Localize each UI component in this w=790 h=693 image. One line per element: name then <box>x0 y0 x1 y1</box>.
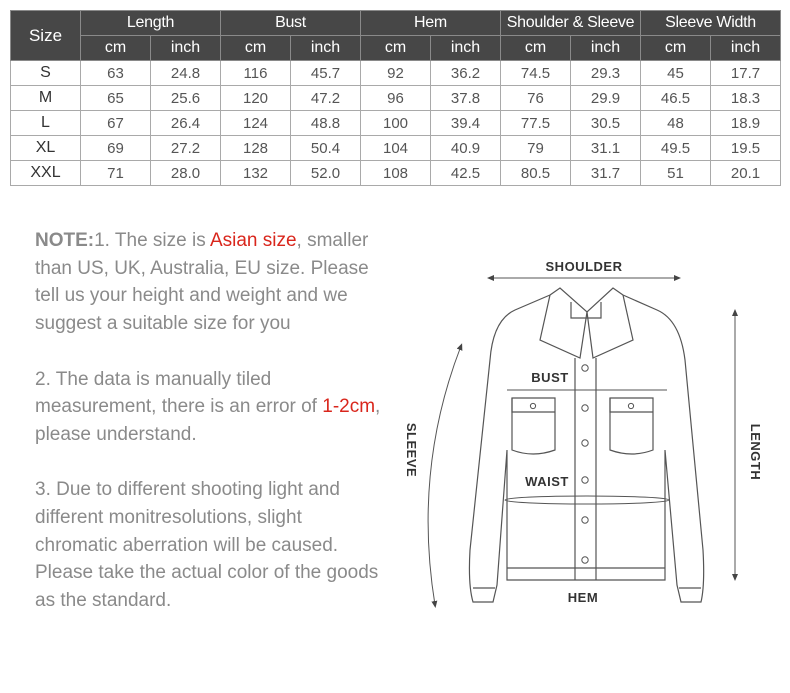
note-2-text-b: , please understand. <box>35 396 381 445</box>
table-cell: 77.5 <box>501 111 571 136</box>
table-cell: 29.9 <box>571 86 641 111</box>
table-cell: 124 <box>221 111 291 136</box>
table-cell: 31.7 <box>571 161 641 186</box>
table-cell: 39.4 <box>431 111 501 136</box>
size-label: M <box>11 86 81 111</box>
table-cell: 51 <box>641 161 711 186</box>
note-2-text-a: 2. The data is manually tiled measurement, there is an error of <box>35 368 323 418</box>
sleeve-label: SLEEVE <box>404 422 419 478</box>
table-cell: 74.5 <box>501 61 571 86</box>
hem-label: HEM <box>567 590 599 605</box>
table-cell: 69 <box>81 136 151 161</box>
table-row <box>11 111 781 136</box>
bust-header: Bust <box>221 11 361 36</box>
table-cell: 27.2 <box>151 136 221 161</box>
note-1 <box>35 227 385 338</box>
table-cell: 47.2 <box>291 86 361 111</box>
table-cell: 96 <box>361 86 431 111</box>
hem-header: Hem <box>361 11 501 36</box>
table-cell: 25.6 <box>151 86 221 111</box>
table-cell: 31.1 <box>571 136 641 161</box>
table-cell: 18.9 <box>711 111 781 136</box>
unit-header: inch <box>291 36 361 61</box>
note-1-text-a: 1. The size is <box>94 230 210 251</box>
table-cell: 80.5 <box>501 161 571 186</box>
table-cell: 108 <box>361 161 431 186</box>
table-cell: 63 <box>81 61 151 86</box>
button-icons <box>530 365 633 563</box>
table-cell: 26.4 <box>151 111 221 136</box>
table-cell: 92 <box>361 61 431 86</box>
unit-header: inch <box>431 36 501 61</box>
shoulder-sleeve-header: Shoulder & Sleeve <box>501 11 641 36</box>
size-chart-table <box>10 10 781 186</box>
table-cell: 42.5 <box>431 161 501 186</box>
note-1-text-b: , smaller than US, UK, Australia, EU size. Please tell us your height and weight and we suggest a suitable size for you <box>35 230 369 335</box>
table-cell: 49.5 <box>641 136 711 161</box>
table-row <box>11 136 781 161</box>
table-cell: 71 <box>81 161 151 186</box>
table-cell: 36.2 <box>431 61 501 86</box>
table-row <box>11 161 781 186</box>
table-cell: 50.4 <box>291 136 361 161</box>
table-cell: 67 <box>81 111 151 136</box>
table-cell: 45 <box>641 61 711 86</box>
table-cell: 45.7 <box>291 61 361 86</box>
table-cell: 40.9 <box>431 136 501 161</box>
length-header: Length <box>81 11 221 36</box>
table-cell: 48 <box>641 111 711 136</box>
table-cell: 28.0 <box>151 161 221 186</box>
bust-label: BUST <box>531 370 569 385</box>
table-cell: 52.0 <box>291 161 361 186</box>
table-cell: 128 <box>221 136 291 161</box>
table-cell: 104 <box>361 136 431 161</box>
unit-header: cm <box>221 36 291 61</box>
table-cell: 37.8 <box>431 86 501 111</box>
table-cell: 19.5 <box>711 136 781 161</box>
size-label: XXL <box>11 161 81 186</box>
shoulder-label: SHOULDER <box>545 259 623 274</box>
jacket-measurement-diagram <box>395 250 785 620</box>
table-cell: 29.3 <box>571 61 641 86</box>
table-cell: 116 <box>221 61 291 86</box>
measurement-lines <box>428 278 735 605</box>
note-3 <box>35 476 385 615</box>
unit-header: inch <box>151 36 221 61</box>
note-2-highlight: 1-2cm <box>322 396 376 418</box>
length-label: LENGTH <box>748 423 763 481</box>
size-label: L <box>11 111 81 136</box>
table-cell: 120 <box>221 86 291 111</box>
table-cell: 132 <box>221 161 291 186</box>
table-cell: 48.8 <box>291 111 361 136</box>
table-cell: 20.1 <box>711 161 781 186</box>
table-cell: 18.3 <box>711 86 781 111</box>
table-cell: 100 <box>361 111 431 136</box>
unit-header: cm <box>501 36 571 61</box>
table-row <box>11 86 781 111</box>
unit-header: inch <box>571 36 641 61</box>
size-label: S <box>11 61 81 86</box>
unit-header: cm <box>361 36 431 61</box>
table-cell: 76 <box>501 86 571 111</box>
table-cell: 24.8 <box>151 61 221 86</box>
table-row <box>11 61 781 86</box>
sleeve-width-header: Sleeve Width <box>641 11 781 36</box>
table-cell: 65 <box>81 86 151 111</box>
waist-label: WAIST <box>525 474 569 489</box>
note-prefix: NOTE: <box>35 230 95 251</box>
table-cell: 17.7 <box>711 61 781 86</box>
unit-header: cm <box>81 36 151 61</box>
table-cell: 79 <box>501 136 571 161</box>
table-cell: 46.5 <box>641 86 711 111</box>
note-2 <box>35 366 385 449</box>
notes-block <box>35 227 385 643</box>
table-cell: 30.5 <box>571 111 641 136</box>
size-label: XL <box>11 136 81 161</box>
note-3-text: 3. Due to different shooting light and different monitresolutions, slight chromatic aberration will be caused. Please take the actual color of the goods as the standard. <box>35 479 379 612</box>
size-column-header: Size <box>11 11 81 61</box>
unit-header: cm <box>641 36 711 61</box>
unit-header: inch <box>711 36 781 61</box>
note-1-highlight: Asian size <box>209 230 297 251</box>
